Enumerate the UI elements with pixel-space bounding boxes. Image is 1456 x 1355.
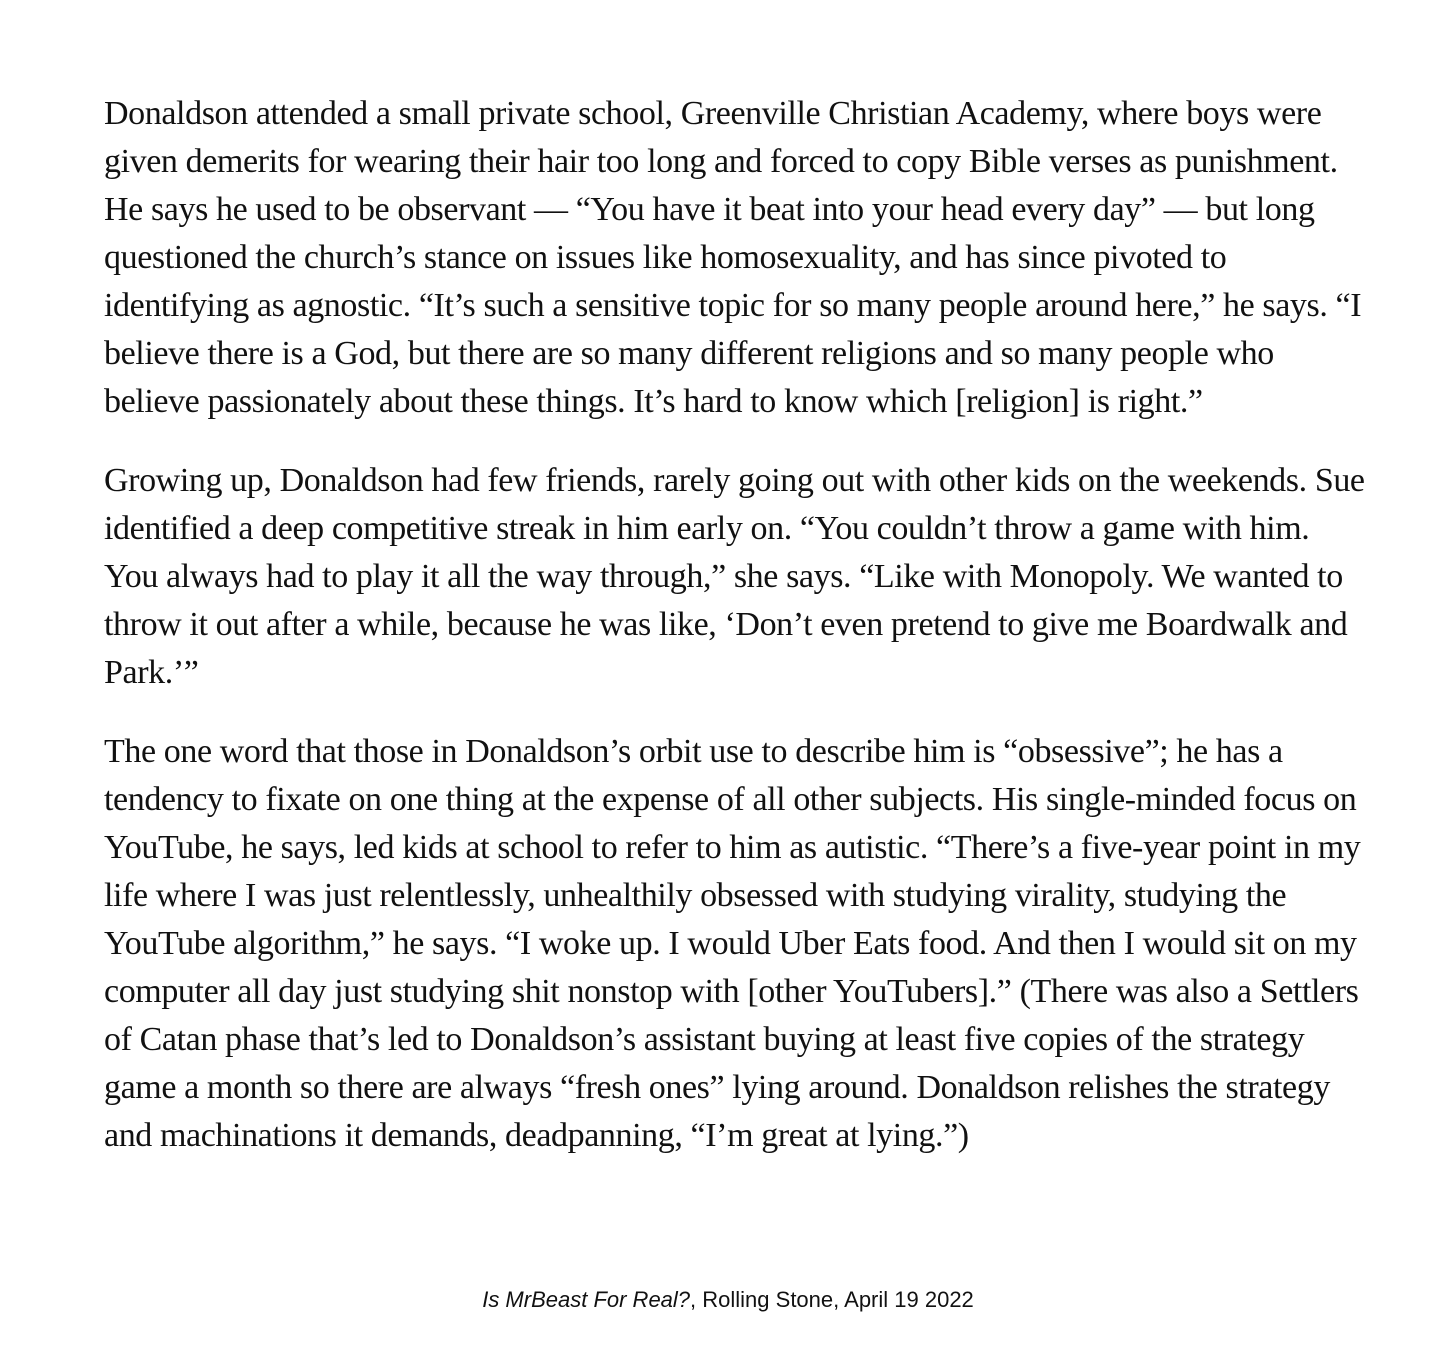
paragraph-2: Growing up, Donaldson had few friends, rarely going out with other kids on the weekends. Sue identified a deep competitive streak in him early on. “You couldn’t throw a game with him. You always had to play it all the way through,” she says. “Like with Monopoly. We wanted to throw it out after a while, because he was like, ‘Don’t even pretend to give me Boardwalk and Park.’” [104, 462, 1365, 691]
source-caption [0, 1286, 1456, 1314]
article-body [104, 90, 1366, 1160]
caption-title: Is MrBeast For Real? [482, 1287, 691, 1312]
paragraph-3: The one word that those in Donaldson’s orbit use to describe him is “obsessive”; he has a tendency to fixate on one thing at the expense of all other subjects. His single-minded focus on YouTube, he says, led kids at school to refer to him as autistic. “There’s a five-year point in my life where I was just relentlessly, unhealthily obsessed with studying virality, studying the YouTube algorithm,” he says. “I woke up. I would Uber Eats food. And then I would sit on my computer all day just studying shit nonstop with [other YouTubers].” (There was also a Settlers of Catan phase that’s led to Donaldson’s assistant buying at least five copies of the strategy game a month so there are always “fresh ones” lying around. Donaldson relishes the strategy and machinations it demands, deadpanning, “I’m great at lying.”) [104, 733, 1361, 1154]
caption-source: , Rolling Stone, April 19 2022 [690, 1287, 974, 1312]
paragraph-1: Donaldson attended a small private school, Greenville Christian Academy, where boys were given demerits for wearing their hair too long and forced to copy Bible verses as punishment. He says he used to be observant — “You have it beat into your head every day” — but long questioned the church’s stance on issues like homosexuality, and has since pivoted to identifying as agnostic. “It’s such a sensitive topic for so many people around here,” he says. “I believe there is a God, but there are so many different religions and so many people who believe passionately about these things. It’s hard to know which [religion] is right.” [104, 95, 1362, 420]
